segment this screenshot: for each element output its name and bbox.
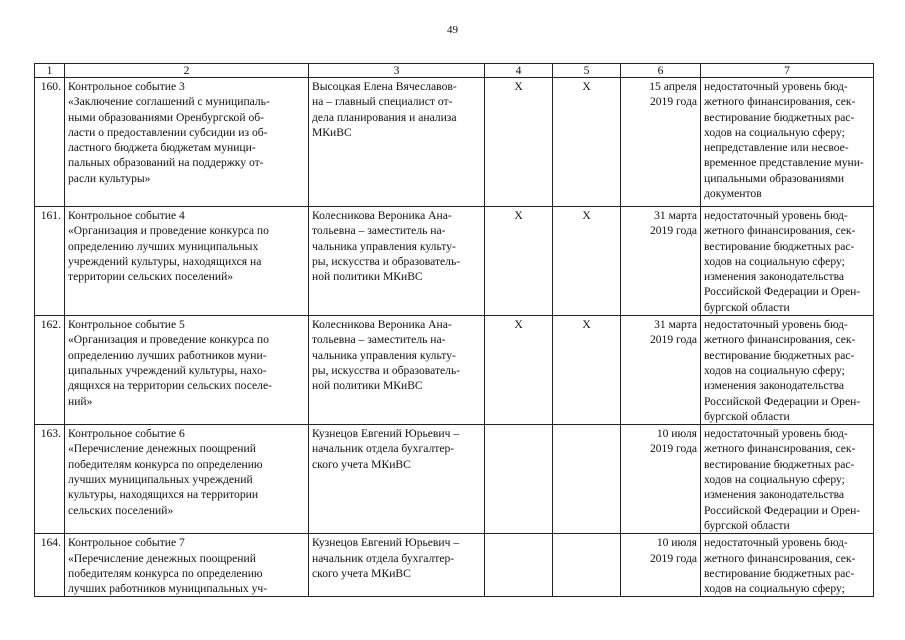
risks-cell: недостаточный уровень бюд- жетного финансирования, сек- вестирование бюджетных рас- ходов на социальную сферу; изменения законодательства Российской Федерации и Орен- бургской области	[701, 316, 874, 425]
date-cell: 10 июля 2019 года	[621, 534, 701, 597]
row-number: 160.	[35, 78, 65, 207]
header-cell-2: 2	[65, 64, 309, 78]
col5-mark: X	[553, 207, 621, 316]
header-cell-5: 5	[553, 64, 621, 78]
header-cell-7: 7	[701, 64, 874, 78]
row-number: 164.	[35, 534, 65, 597]
col5-mark: X	[553, 78, 621, 207]
date-cell: 15 апреля 2019 года	[621, 78, 701, 207]
risks-cell: недостаточный уровень бюд- жетного финансирования, сек- вестирование бюджетных рас- ходов на социальную сферу; непредставление или несвое- временное представление муни- ципальными образованиями документов	[701, 78, 874, 207]
col5-mark	[553, 425, 621, 534]
col4-mark: X	[485, 316, 553, 425]
table-row	[35, 534, 874, 597]
responsible-cell: Кузнецов Евгений Юрьевич – начальник отдела бухгалтер- ского учета МКиВС	[309, 534, 485, 597]
risks-cell: недостаточный уровень бюд- жетного финансирования, сек- вестирование бюджетных рас- ходов на социальную сферу; изменения законодательства Российской Федерации и Орен- бургской области	[701, 207, 874, 316]
col4-mark: X	[485, 78, 553, 207]
col4-mark: X	[485, 207, 553, 316]
header-cell-4: 4	[485, 64, 553, 78]
header-cell-1: 1	[35, 64, 65, 78]
col4-mark	[485, 425, 553, 534]
table-row	[35, 316, 874, 425]
event-cell: Контрольное событие 4 «Организация и проведение конкурса по определению лучших муниципальных учреждений культуры, находящихся на территории сельских поселений»	[65, 207, 309, 316]
event-cell: Контрольное событие 3 «Заключение соглашений с муниципаль- ными образованиями Оренбургской об- ласти о предоставлении субсидии из об- ластного бюджета бюджетам муници- пальных образований на поддержку от- расли культуры»	[65, 78, 309, 207]
header-cell-3: 3	[309, 64, 485, 78]
row-number: 163.	[35, 425, 65, 534]
page-number: 49	[447, 24, 458, 36]
event-cell: Контрольное событие 6 «Перечисление денежных поощрений победителям конкурса по определению лучших муниципальных учреждений культуры, находящихся на территории сельских поселений»	[65, 425, 309, 534]
responsible-cell: Колесникова Вероника Ана- тольевна – заместитель на- чальника управления культу- ры, искусства и образователь- ной политики МКиВС	[309, 316, 485, 425]
col4-mark	[485, 534, 553, 597]
row-number: 161.	[35, 207, 65, 316]
row-number: 162.	[35, 316, 65, 425]
event-cell: Контрольное событие 7 «Перечисление денежных поощрений победителям конкурса по определению лучших работников муниципальных уч-	[65, 534, 309, 597]
responsible-cell: Колесникова Вероника Ана- тольевна – заместитель на- чальника управления культу- ры, искусства и образователь- ной политики МКиВС	[309, 207, 485, 316]
table-row	[35, 207, 874, 316]
table-row	[35, 425, 874, 534]
header-row	[35, 64, 874, 78]
date-cell: 31 марта 2019 года	[621, 207, 701, 316]
table-row	[35, 78, 874, 207]
risks-cell: недостаточный уровень бюд- жетного финансирования, сек- вестирование бюджетных рас- ходов на социальную сферу;	[701, 534, 874, 597]
events-table	[34, 63, 874, 597]
date-cell: 10 июля 2019 года	[621, 425, 701, 534]
col5-mark: X	[553, 316, 621, 425]
date-cell: 31 марта 2019 года	[621, 316, 701, 425]
responsible-cell: Высоцкая Елена Вячеславов- на – главный специалист от- дела планирования и анализа МКиВС	[309, 78, 485, 207]
responsible-cell: Кузнецов Евгений Юрьевич – начальник отдела бухгалтер- ского учета МКиВС	[309, 425, 485, 534]
risks-cell: недостаточный уровень бюд- жетного финансирования, сек- вестирование бюджетных рас- ходов на социальную сферу; изменения законодательства Российской Федерации и Орен- бургской области	[701, 425, 874, 534]
header-cell-6: 6	[621, 64, 701, 78]
col5-mark	[553, 534, 621, 597]
event-cell: Контрольное событие 5 «Организация и проведение конкурса по определению лучших работников муни- ципальных учреждений культуры, нахо- дящихся на территории сельских поселе- ний»	[65, 316, 309, 425]
